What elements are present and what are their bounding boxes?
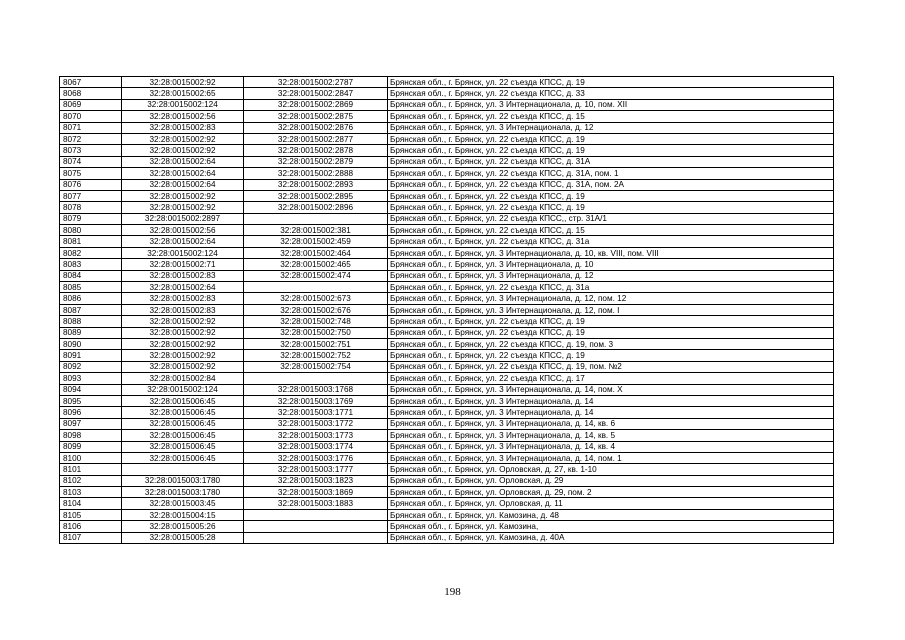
address-cell: Брянская обл., г. Брянск, ул. 3 Интернационала, д. 12 xyxy=(388,122,834,133)
address-cell: Брянская обл., г. Брянск, ул. Камозина, xyxy=(388,521,834,532)
address-cell: Брянская обл., г. Брянск, ул. 3 Интернационала, д. 14, пом. 1 xyxy=(388,452,834,463)
table-row xyxy=(60,293,834,304)
parcel-number-cell: 32:28:0015002:83 xyxy=(122,293,244,304)
row-number-cell: 8102 xyxy=(60,475,122,486)
object-number-cell: 32:28:0015003:1883 xyxy=(244,498,388,509)
row-number-cell: 8089 xyxy=(60,327,122,338)
parcel-number-cell: 32:28:0015002:92 xyxy=(122,202,244,213)
row-number-cell: 8100 xyxy=(60,452,122,463)
row-number-cell: 8106 xyxy=(60,521,122,532)
object-number-cell: 32:28:0015002:2879 xyxy=(244,156,388,167)
object-number-cell: 32:28:0015002:464 xyxy=(244,247,388,258)
object-number-cell: 32:28:0015002:2877 xyxy=(244,133,388,144)
object-number-cell: 32:28:0015002:750 xyxy=(244,327,388,338)
row-number-cell: 8090 xyxy=(60,338,122,349)
object-number-cell xyxy=(244,282,388,293)
row-number-cell: 8079 xyxy=(60,213,122,224)
row-number-cell: 8072 xyxy=(60,133,122,144)
object-number-cell: 32:28:0015002:676 xyxy=(244,304,388,315)
address-cell: Брянская обл., г. Брянск, ул. 3 Интернационала, д. 14, кв. 4 xyxy=(388,441,834,452)
table-row xyxy=(60,145,834,156)
address-cell: Брянская обл., г. Брянск, ул. 3 Интернационала, д. 14 xyxy=(388,407,834,418)
object-number-cell: 32:28:0015003:1772 xyxy=(244,418,388,429)
table-row xyxy=(60,77,834,88)
address-cell: Брянская обл., г. Брянск, ул. 22 съезда КПСС, д. 17 xyxy=(388,373,834,384)
address-cell: Брянская обл., г. Брянск, ул. 3 Интернационала, д. 12, пом. 12 xyxy=(388,293,834,304)
address-cell: Брянская обл., г. Брянск, ул. 22 съезда КПСС, д. 15 xyxy=(388,111,834,122)
table-row xyxy=(60,407,834,418)
parcel-number-cell: 32:28:0015006:45 xyxy=(122,452,244,463)
parcel-number-cell: 32:28:0015002:92 xyxy=(122,190,244,201)
parcel-number-cell: 32:28:0015002:92 xyxy=(122,361,244,372)
table-row xyxy=(60,327,834,338)
table-row xyxy=(60,304,834,315)
row-number-cell: 8101 xyxy=(60,464,122,475)
table-row xyxy=(60,395,834,406)
row-number-cell: 8086 xyxy=(60,293,122,304)
parcel-number-cell: 32:28:0015002:64 xyxy=(122,236,244,247)
object-number-cell: 32:28:0015002:2787 xyxy=(244,77,388,88)
row-number-cell: 8087 xyxy=(60,304,122,315)
parcel-number-cell: 32:28:0015002:92 xyxy=(122,316,244,327)
object-number-cell: 32:28:0015002:2896 xyxy=(244,202,388,213)
object-number-cell: 32:28:0015003:1771 xyxy=(244,407,388,418)
table-row xyxy=(60,111,834,122)
parcel-number-cell: 32:28:0015002:124 xyxy=(122,384,244,395)
object-number-cell: 32:28:0015002:751 xyxy=(244,338,388,349)
object-number-cell: 32:28:0015003:1773 xyxy=(244,430,388,441)
address-cell: Брянская обл., г. Брянск, ул. 22 съезда КПСС, д. 19 xyxy=(388,327,834,338)
parcel-number-cell: 32:28:0015002:56 xyxy=(122,225,244,236)
parcel-number-cell: 32:28:0015006:45 xyxy=(122,407,244,418)
row-number-cell: 8067 xyxy=(60,77,122,88)
row-number-cell: 8081 xyxy=(60,236,122,247)
parcel-number-cell: 32:28:0015002:92 xyxy=(122,77,244,88)
page-number: 198 xyxy=(444,586,461,598)
address-cell: Брянская обл., г. Брянск, ул. 22 съезда КПСС, д. 31А xyxy=(388,156,834,167)
address-cell: Брянская обл., г. Брянск, ул. 22 съезда КПСС, д. 19 xyxy=(388,202,834,213)
parcel-number-cell: 32:28:0015005:28 xyxy=(122,532,244,543)
address-cell: Брянская обл., г. Брянск, ул. 22 съезда КПСС, д. 33 xyxy=(388,88,834,99)
row-number-cell: 8103 xyxy=(60,487,122,498)
object-number-cell: 32:28:0015003:1869 xyxy=(244,487,388,498)
object-number-cell: 32:28:0015002:2878 xyxy=(244,145,388,156)
parcel-number-cell: 32:28:0015002:92 xyxy=(122,350,244,361)
object-number-cell: 32:28:0015002:2876 xyxy=(244,122,388,133)
parcel-number-cell: 32:28:0015002:92 xyxy=(122,338,244,349)
object-number-cell: 32:28:0015002:2893 xyxy=(244,179,388,190)
table-row xyxy=(60,441,834,452)
table-row xyxy=(60,350,834,361)
object-number-cell xyxy=(244,213,388,224)
address-cell: Брянская обл., г. Брянск, ул. 22 съезда КПСС, д. 19 xyxy=(388,77,834,88)
row-number-cell: 8082 xyxy=(60,247,122,258)
table-row xyxy=(60,373,834,384)
address-cell: Брянская обл., г. Брянск, ул. 3 Интернационала, д. 10, пом. XII xyxy=(388,99,834,110)
parcel-number-cell: 32:28:0015005:26 xyxy=(122,521,244,532)
address-cell: Брянская обл., г. Брянск, ул. Орловская, д. 11 xyxy=(388,498,834,509)
row-number-cell: 8078 xyxy=(60,202,122,213)
parcel-number-cell: 32:28:0015003:1780 xyxy=(122,487,244,498)
object-number-cell: 32:28:0015002:2875 xyxy=(244,111,388,122)
row-number-cell: 8084 xyxy=(60,270,122,281)
row-number-cell: 8098 xyxy=(60,430,122,441)
table-row xyxy=(60,247,834,258)
parcel-number-cell: 32:28:0015006:45 xyxy=(122,430,244,441)
object-number-cell: 32:28:0015002:754 xyxy=(244,361,388,372)
table-row xyxy=(60,225,834,236)
address-cell: Брянская обл., г. Брянск, ул. Камозина, д. 48 xyxy=(388,509,834,520)
table-row xyxy=(60,168,834,179)
parcel-number-cell: 32:28:0015002:2897 xyxy=(122,213,244,224)
parcel-number-cell: 32:28:0015006:45 xyxy=(122,418,244,429)
table-row xyxy=(60,338,834,349)
table-row xyxy=(60,99,834,110)
row-number-cell: 8095 xyxy=(60,395,122,406)
table-row xyxy=(60,521,834,532)
object-number-cell xyxy=(244,521,388,532)
object-number-cell: 32:28:0015002:673 xyxy=(244,293,388,304)
row-number-cell: 8070 xyxy=(60,111,122,122)
address-cell: Брянская обл., г. Брянск, ул. 22 съезда КПСС, д. 19 xyxy=(388,190,834,201)
address-cell: Брянская обл., г. Брянск, ул. 22 съезда КПСС, д. 15 xyxy=(388,225,834,236)
parcel-number-cell: 32:28:0015002:56 xyxy=(122,111,244,122)
table-row xyxy=(60,452,834,463)
address-cell: Брянская обл., г. Брянск, ул. Орловская, д. 29 xyxy=(388,475,834,486)
object-number-cell: 32:28:0015003:1774 xyxy=(244,441,388,452)
row-number-cell: 8104 xyxy=(60,498,122,509)
table-row xyxy=(60,418,834,429)
address-cell: Брянская обл., г. Брянск, ул. 3 Интернационала, д. 14, пом. X xyxy=(388,384,834,395)
table-row xyxy=(60,179,834,190)
address-cell: Брянская обл., г. Брянск, ул. 22 съезда КПСС, д. 19 xyxy=(388,145,834,156)
address-cell: Брянская обл., г. Брянск, ул. 22 съезда КПСС, д. 31а xyxy=(388,236,834,247)
object-number-cell: 32:28:0015002:381 xyxy=(244,225,388,236)
table-row xyxy=(60,202,834,213)
parcel-number-cell: 32:28:0015002:83 xyxy=(122,122,244,133)
address-cell: Брянская обл., г. Брянск, ул. Орловская, д. 27, кв. 1-10 xyxy=(388,464,834,475)
table-row xyxy=(60,236,834,247)
address-cell: Брянская обл., г. Брянск, ул. 22 съезда КПСС, д. 19, пом. №2 xyxy=(388,361,834,372)
object-number-cell: 32:28:0015003:1777 xyxy=(244,464,388,475)
address-cell: Брянская обл., г. Брянск, ул. 22 съезда КПСС, д. 19 xyxy=(388,316,834,327)
row-number-cell: 8092 xyxy=(60,361,122,372)
table-row xyxy=(60,213,834,224)
row-number-cell: 8074 xyxy=(60,156,122,167)
row-number-cell: 8075 xyxy=(60,168,122,179)
table-row xyxy=(60,384,834,395)
object-number-cell: 32:28:0015002:748 xyxy=(244,316,388,327)
address-cell: Брянская обл., г. Брянск, ул. Камозина, д. 40А xyxy=(388,532,834,543)
row-number-cell: 8069 xyxy=(60,99,122,110)
object-number-cell: 32:28:0015002:752 xyxy=(244,350,388,361)
registry-table-body xyxy=(60,77,834,544)
row-number-cell: 8097 xyxy=(60,418,122,429)
table-row xyxy=(60,156,834,167)
table-row xyxy=(60,133,834,144)
table-row xyxy=(60,88,834,99)
address-cell: Брянская обл., г. Брянск, ул. 3 Интернационала, д. 14, кв. 5 xyxy=(388,430,834,441)
row-number-cell: 8105 xyxy=(60,509,122,520)
table-row xyxy=(60,498,834,509)
parcel-number-cell: 32:28:0015002:124 xyxy=(122,99,244,110)
object-number-cell: 32:28:0015002:2895 xyxy=(244,190,388,201)
object-number-cell xyxy=(244,509,388,520)
object-number-cell: 32:28:0015002:459 xyxy=(244,236,388,247)
table-row xyxy=(60,259,834,270)
parcel-number-cell: 32:28:0015003:1780 xyxy=(122,475,244,486)
parcel-number-cell: 32:28:0015006:45 xyxy=(122,441,244,452)
parcel-number-cell: 32:28:0015002:83 xyxy=(122,304,244,315)
row-number-cell: 8083 xyxy=(60,259,122,270)
address-cell: Брянская обл., г. Брянск, ул. 22 съезда КПСС, д. 31А, пом. 1 xyxy=(388,168,834,179)
table-row xyxy=(60,430,834,441)
parcel-number-cell: 32:28:0015002:64 xyxy=(122,179,244,190)
row-number-cell: 8093 xyxy=(60,373,122,384)
address-cell: Брянская обл., г. Брянск, ул. 22 съезда КПСС, д. 31А, пом. 2А xyxy=(388,179,834,190)
row-number-cell: 8096 xyxy=(60,407,122,418)
object-number-cell: 32:28:0015002:474 xyxy=(244,270,388,281)
parcel-number-cell: 32:28:0015002:64 xyxy=(122,156,244,167)
parcel-number-cell: 32:28:0015002:92 xyxy=(122,145,244,156)
row-number-cell: 8085 xyxy=(60,282,122,293)
parcel-number-cell: 32:28:0015004:15 xyxy=(122,509,244,520)
table-row xyxy=(60,361,834,372)
object-number-cell: 32:28:0015002:465 xyxy=(244,259,388,270)
object-number-cell: 32:28:0015002:2847 xyxy=(244,88,388,99)
object-number-cell: 32:28:0015002:2888 xyxy=(244,168,388,179)
parcel-number-cell: 32:28:0015003:45 xyxy=(122,498,244,509)
parcel-number-cell: 32:28:0015002:64 xyxy=(122,282,244,293)
parcel-number-cell: 32:28:0015002:84 xyxy=(122,373,244,384)
registry-table xyxy=(59,76,834,544)
address-cell: Брянская обл., г. Брянск, ул. 22 съезда КПСС, д. 31а xyxy=(388,282,834,293)
row-number-cell: 8068 xyxy=(60,88,122,99)
address-cell: Брянская обл., г. Брянск, ул. 3 Интернационала, д. 10 xyxy=(388,259,834,270)
parcel-number-cell: 32:28:0015002:92 xyxy=(122,327,244,338)
parcel-number-cell xyxy=(122,464,244,475)
table-row xyxy=(60,190,834,201)
object-number-cell xyxy=(244,373,388,384)
address-cell: Брянская обл., г. Брянск, ул. 22 съезда КПСС, д. 19, пом. 3 xyxy=(388,338,834,349)
table-row xyxy=(60,316,834,327)
object-number-cell xyxy=(244,532,388,543)
parcel-number-cell: 32:28:0015002:71 xyxy=(122,259,244,270)
table-row xyxy=(60,509,834,520)
table-row xyxy=(60,270,834,281)
row-number-cell: 8094 xyxy=(60,384,122,395)
row-number-cell: 8076 xyxy=(60,179,122,190)
parcel-number-cell: 32:28:0015002:124 xyxy=(122,247,244,258)
address-cell: Брянская обл., г. Брянск, ул. 22 съезда КПСС, д. 19 xyxy=(388,133,834,144)
row-number-cell: 8107 xyxy=(60,532,122,543)
table-row xyxy=(60,532,834,543)
address-cell: Брянская обл., г. Брянск, ул. 3 Интернационала, д. 14 xyxy=(388,395,834,406)
row-number-cell: 8077 xyxy=(60,190,122,201)
row-number-cell: 8099 xyxy=(60,441,122,452)
object-number-cell: 32:28:0015002:2869 xyxy=(244,99,388,110)
object-number-cell: 32:28:0015003:1776 xyxy=(244,452,388,463)
table-row xyxy=(60,487,834,498)
parcel-number-cell: 32:28:0015006:45 xyxy=(122,395,244,406)
object-number-cell: 32:28:0015003:1768 xyxy=(244,384,388,395)
table-row xyxy=(60,464,834,475)
row-number-cell: 8080 xyxy=(60,225,122,236)
table-row xyxy=(60,282,834,293)
parcel-number-cell: 32:28:0015002:65 xyxy=(122,88,244,99)
row-number-cell: 8071 xyxy=(60,122,122,133)
address-cell: Брянская обл., г. Брянск, ул. 3 Интернационала, д. 12, пом. I xyxy=(388,304,834,315)
address-cell: Брянская обл., г. Брянск, ул. Орловская, д. 29, пом. 2 xyxy=(388,487,834,498)
address-cell: Брянская обл., г. Брянск, ул. 22 съезда КПСС, д. 19 xyxy=(388,350,834,361)
object-number-cell: 32:28:0015003:1769 xyxy=(244,395,388,406)
address-cell: Брянская обл., г. Брянск, ул. 3 Интернационала, д. 10, кв. VIII, пом. VIII xyxy=(388,247,834,258)
parcel-number-cell: 32:28:0015002:83 xyxy=(122,270,244,281)
parcel-number-cell: 32:28:0015002:64 xyxy=(122,168,244,179)
table-row xyxy=(60,475,834,486)
row-number-cell: 8088 xyxy=(60,316,122,327)
object-number-cell: 32:28:0015003:1823 xyxy=(244,475,388,486)
address-cell: Брянская обл., г. Брянск, ул. 3 Интернационала, д. 12 xyxy=(388,270,834,281)
address-cell: Брянская обл., г. Брянск, ул. 22 съезда КПСС,, стр. 31А/1 xyxy=(388,213,834,224)
table-row xyxy=(60,122,834,133)
row-number-cell: 8091 xyxy=(60,350,122,361)
parcel-number-cell: 32:28:0015002:92 xyxy=(122,133,244,144)
row-number-cell: 8073 xyxy=(60,145,122,156)
address-cell: Брянская обл., г. Брянск, ул. 3 Интернационала, д. 14, кв. 6 xyxy=(388,418,834,429)
